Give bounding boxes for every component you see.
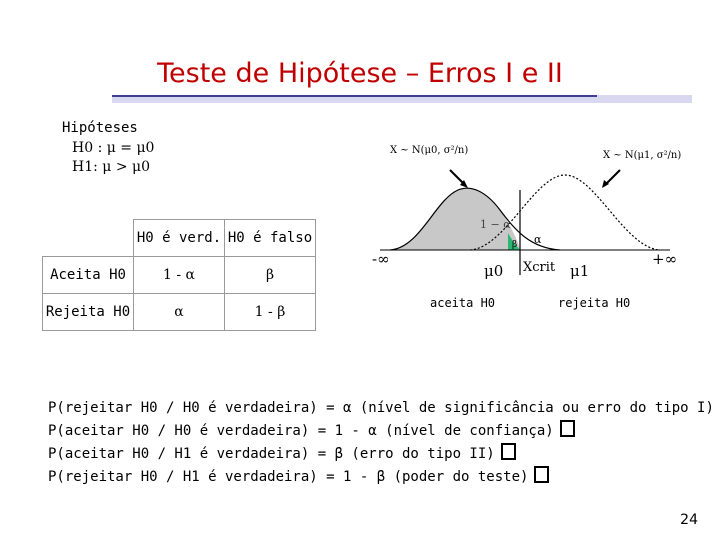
equation-text: P(aceitar H0 / H1 é verdadeira) = β (erro do tipo II) bbox=[48, 446, 495, 462]
row-label-reject: Rejeita H0 bbox=[43, 294, 134, 331]
page-number: 24 bbox=[680, 512, 698, 528]
equation-text: P(rejeitar H0 / H1 é verdadeira) = 1 - β (poder do teste) bbox=[48, 469, 529, 485]
equation-text: P(aceitar H0 / H0 é verdadeira) = 1 - α (nível de confiança) bbox=[48, 423, 554, 439]
table-header-row bbox=[43, 220, 316, 257]
header-h0-true: H0 é verd. bbox=[134, 220, 225, 257]
header-h0-false: H0 é falso bbox=[225, 220, 316, 257]
cell-one-minus-beta: 1 - β bbox=[225, 294, 316, 331]
decision-table bbox=[42, 219, 316, 331]
label-xcrit: Xcrit bbox=[523, 260, 556, 275]
equation-confidence bbox=[48, 420, 575, 439]
reject-region-label: rejeita H0 bbox=[558, 296, 631, 310]
title-underline bbox=[112, 95, 597, 97]
table-corner bbox=[43, 220, 134, 257]
accept-region-label: aceita H0 bbox=[430, 296, 496, 310]
equation-power bbox=[48, 466, 549, 485]
checkbox-icon bbox=[534, 466, 549, 483]
table-row bbox=[43, 257, 316, 294]
checkbox-icon bbox=[501, 443, 516, 460]
table-row bbox=[43, 294, 316, 331]
row-label-accept: Aceita H0 bbox=[43, 257, 134, 294]
equation-type-one-error bbox=[48, 397, 720, 416]
neg-infinity: -∞ bbox=[372, 250, 390, 268]
equation-text: P(rejeitar H0 / H0 é verdadeira) = α (nível de significância ou erro do tipo I) bbox=[48, 400, 714, 416]
slide-title: Teste de Hipótese – Erros I e II bbox=[157, 58, 563, 89]
equation-type-two-error bbox=[48, 443, 516, 462]
cell-beta: β bbox=[225, 257, 316, 294]
label-beta: β bbox=[512, 240, 518, 250]
label-mu1: μ1 bbox=[570, 262, 590, 280]
pos-infinity: +∞ bbox=[652, 250, 678, 268]
label-one-minus-alpha: 1 − α bbox=[480, 218, 511, 231]
hypotheses-heading: Hipóteses bbox=[62, 120, 138, 136]
cell-one-minus-alpha: 1 - α bbox=[134, 257, 225, 294]
h0-statement: H0 : μ = μ0 bbox=[72, 140, 155, 156]
label-dist-h0: X ~ N(μ0, σ²/n) bbox=[390, 145, 469, 156]
label-dist-h1: X ~ N(μ1, σ²/n) bbox=[603, 150, 682, 161]
label-alpha: α bbox=[534, 233, 542, 246]
label-mu0: μ0 bbox=[484, 262, 504, 280]
h1-statement: H1: μ > μ0 bbox=[72, 159, 151, 175]
checkbox-icon bbox=[560, 420, 575, 437]
cell-alpha: α bbox=[134, 294, 225, 331]
